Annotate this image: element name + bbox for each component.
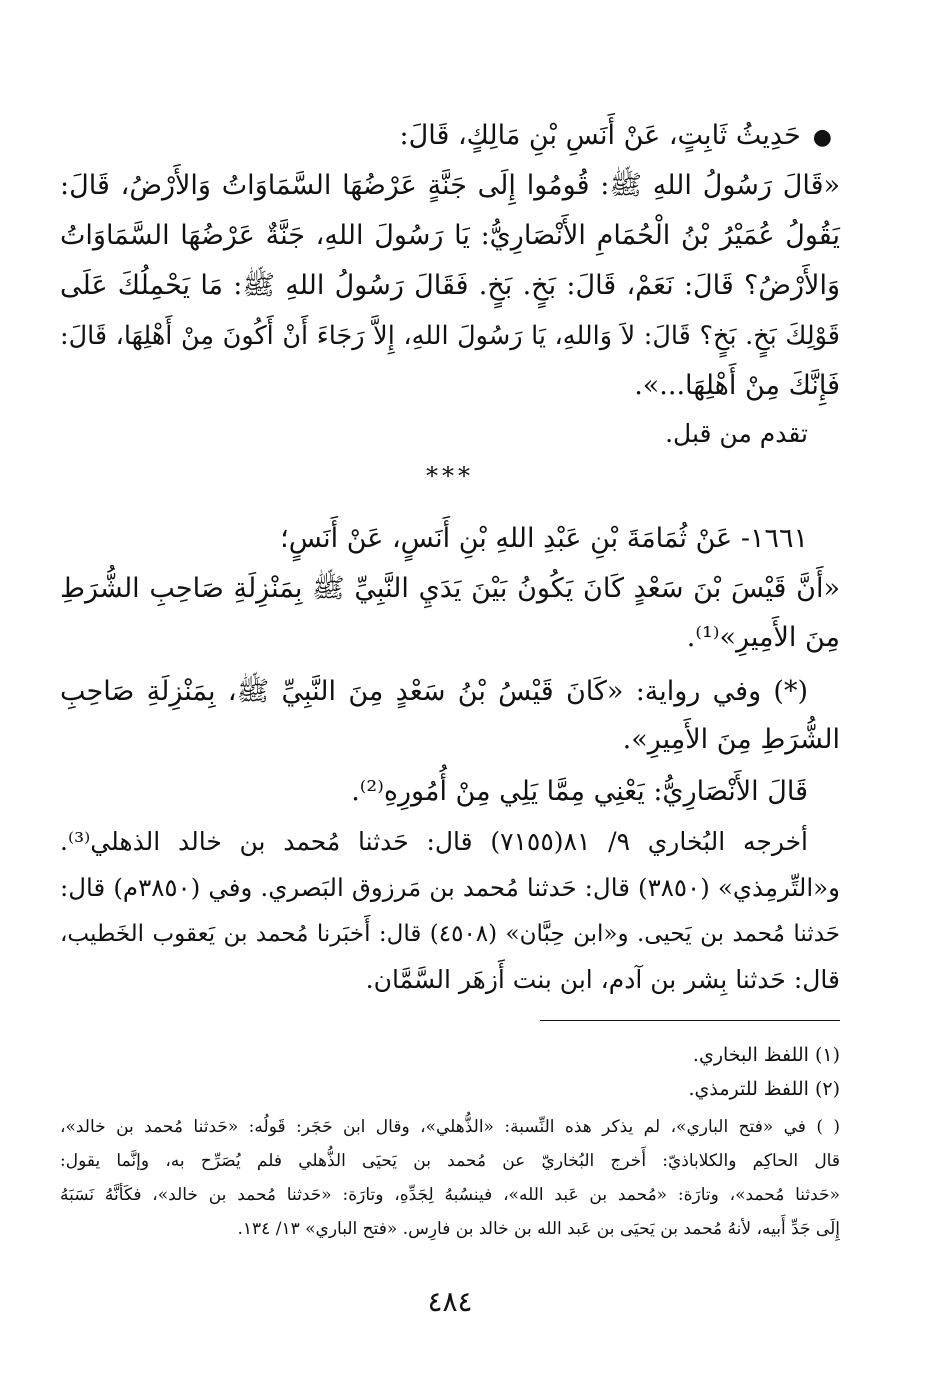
hadith-1661-line-1: «أَنَّ قَيْسَ بْنَ سَعْدٍ كَانَ يَكُونُ بَيْنَ يَدَيِ النَّبِيِّ ﷺ بِمَنْزِلَةِ صَاحِبِ الشُّرَطِ bbox=[60, 573, 840, 604]
hadith-1661-line-2: مِنَ الأَمِيرِ»⁽¹⁾. bbox=[686, 622, 840, 653]
footnote-3-line-4: إِلَى جَدِّ أَبيه، لأنهُ مُحمد بن يَحيَى بن عَبد الله بن خالد بن فارِس. «فتح الباري» ١٣/ ١٣٤. bbox=[237, 1219, 840, 1239]
section-separator: *** bbox=[426, 462, 474, 490]
hadith-thabit-header: ●حَدِيثُ ثَابِتٍ، عَنْ أَنَسِ بْنِ مَالِكٍ، قَالَ: bbox=[60, 112, 840, 162]
hadith-thabit-note: تقدم من قبل. bbox=[665, 419, 808, 448]
hadith-thabit-line-3: وَالأَرْضُ؟ قَالَ: نَعَمْ، قَالَ: بَخٍ. بَخٍ. فَقَالَ رَسُولُ اللهِ ﷺ: مَا يَحْمِلُكَ عَلَى bbox=[60, 270, 840, 301]
footnote-1: (١) اللفظ البخاري. bbox=[692, 1044, 840, 1066]
bullet-icon: ● bbox=[812, 125, 832, 150]
ansari-explanation: قَالَ الأَنْصَارِيُّ: يَعْنِي مِمَّا يَلِي مِنْ أُمُورِهِ⁽²⁾. bbox=[351, 776, 808, 807]
takhrij-line-1: أخرجه البُخاري ٩/ ٨١(٧١٥٥) قال: حَدثنا مُحمد بن خالد الذهلي⁽³⁾. bbox=[60, 827, 809, 856]
footnote-2: (٢) اللفظ للترمذي. bbox=[688, 1078, 840, 1100]
hadith-thabit-line-2: يَقُولُ عُمَيْرُ بْنُ الْحُمَامِ الأَنْصَارِيُّ: يَا رَسُولَ اللهِ، جَنَّةٌ عَرْضُهَا السَّمَاوَاتُ bbox=[60, 220, 840, 251]
hadith-thabit-line-4: قَوْلِكَ بَخٍ. بَخٍ؟ قَالَ: لاَ وَاللهِ، يَا رَسُولَ اللهِ، إِلاَّ رَجَاءَ أَنْ أَكُونَ مِنْ أَهْلِهَا، قَالَ: bbox=[60, 321, 840, 351]
hadith-thabit-line-5: فَإِنَّكَ مِنْ أَهْلِهَا...». bbox=[634, 370, 840, 401]
page-number: ٤٨٤ bbox=[427, 1285, 473, 1318]
footnote-3-line-2: قال الحاكِم والكلاباذيّ: أَخرج البُخاريّ عن مُحمد بن يَحيَى الذُّهلي فلم يُصَرِّح به، وإنَّما يقول: bbox=[60, 1151, 840, 1171]
takhrij-line-2: و«التِّرمِذي» (٣٨٥٠) قال: حَدثنا مُحمد بن مَرزوق البَصري. وفي (٣٨٥٠م) قال: bbox=[60, 873, 841, 902]
takhrij-line-4: قال: حَدثنا بِشر بن آدم، ابن بنت أَزهَر السَّمَّان. bbox=[365, 965, 840, 994]
takhrij-line-3: حَدثنا مُحمد بن يَحيى. و«ابن حِبَّان» (٤٥٠٨) قال: أَخبَرنا مُحمد بن يَعقوب الخَطيب، bbox=[60, 921, 840, 947]
book-page bbox=[60, 0, 840, 1382]
riwaya-line-1: (*) وفي رواية: «كَانَ قَيْسُ بْنُ سَعْدٍ مِنَ النَّبِيِّ ﷺ، بِمَنْزِلَةِ صَاحِبِ bbox=[60, 676, 808, 707]
footnote-3-line-3: «حَدثنا مُحمد»، وتارَة: «مُحمد بن عَبد الله»، فينسُبهُ لِجَدِّهِ، وتارَة: «حَدثنا مُحمد بن خالد»، فكَأنَّهُ نَسَبَهُ bbox=[60, 1185, 840, 1205]
footnote-3-line-1: ( ) في «فتح الباري»، لم يذكر هذه النِّسبة: «الذُّهلي»، وقال ابن حَجَر: قَولُه: «حَدثنا مُحمد بن خالد»، bbox=[60, 1117, 840, 1137]
footnote-divider bbox=[540, 1020, 840, 1021]
hadith-1661-header: ١٦٦١- عَنْ ثُمَامَةَ بْنِ عَبْدِ اللهِ بْنِ أَنَسٍ، عَنْ أَنَسٍ؛ bbox=[280, 523, 808, 554]
riwaya-line-2: الشُّرَطِ مِنَ الأَمِيرِ». bbox=[622, 724, 840, 755]
hadith-thabit-line-1: «قَالَ رَسُولُ اللهِ ﷺ: قُومُوا إِلَى جَنَّةٍ عَرْضُهَا السَّمَاوَاتُ وَالأَرْضُ، قَالَ: bbox=[60, 170, 840, 201]
